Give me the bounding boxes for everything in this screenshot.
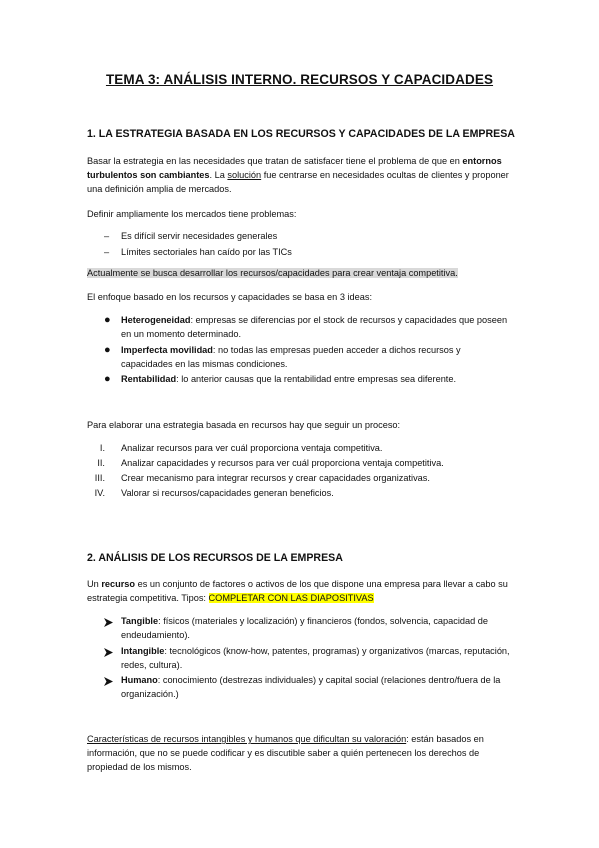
text: : están basados en información, que no se puede codificar y es discutible saber a quién pertenecen los derechos de propiedad de los mismos. (87, 734, 484, 772)
term: Intangible (121, 646, 165, 656)
term: Heterogeneidad (121, 315, 191, 325)
definition: : tecnológicos (know-how, patentes, programas) y organizativos (marcas, reputación, redes, cultura). (121, 646, 510, 670)
bullet-list-item (87, 372, 512, 386)
dash-list-item (87, 229, 512, 243)
term: Humano (121, 675, 158, 685)
list-item-text: Analizar recursos para ver cuál proporciona ventaja competitiva. (121, 443, 383, 453)
numbered-list-item (87, 441, 512, 455)
list-item-text: Crear mecanismo para integrar recursos y crear capacidades organizativas. (121, 473, 430, 483)
section-1-heading: 1. LA ESTRATEGIA BASADA EN LOS RECURSOS Y CAPACIDADES DE LA EMPRESA (87, 128, 515, 140)
arrow-bullet-icon (104, 617, 113, 631)
definition: : lo anterior causas que la rentabilidad entre empresas sea diferente. (176, 374, 457, 384)
numbered-list-item (87, 471, 512, 485)
list-item-text: Valorar si recursos/capacidades generan beneficios. (121, 488, 334, 498)
text: es un conjunto de factores o activos de los que dispone una empresa para llevar a cabo su estrategia competitiva. Tipos: (87, 579, 508, 603)
list-item-text: Límites sectoriales han caído por las TICs (121, 247, 292, 257)
dash-icon: – (104, 231, 110, 241)
list-number: IV. (94, 488, 105, 498)
section-2-paragraph-1 (87, 577, 512, 605)
highlight-text: Actualmente se busca desarrollar los recursos/capacidades para crear ventaja competitiva. (87, 268, 458, 278)
list-item-text: Analizar capacidades y recursos para ver cuál proporciona ventaja competitiva. (121, 458, 444, 468)
text: . La (209, 170, 228, 180)
list-number: I. (99, 443, 105, 453)
bullet-icon: ● (104, 344, 111, 356)
bullet-list-item (87, 343, 512, 371)
section-1-paragraph-1 (87, 154, 512, 196)
definition: : conocimiento (destrezas individuales) y capital social (relaciones dentro/fuera de la organización.) (121, 675, 501, 699)
arrow-list-item (87, 644, 512, 672)
bullet-list-item (87, 313, 512, 341)
underlined-text: Características de recursos intangibles y humanos que dificultan su valoración (87, 734, 407, 744)
section-1-paragraph-4: Para elaborar una estrategia basada en recursos hay que seguir un proceso: (87, 420, 401, 430)
section-1-paragraph-2: Definir ampliamente los mercados tiene problemas: (87, 209, 297, 219)
arrow-bullet-icon (104, 676, 113, 690)
text: Basar la estrategia en las necesidades que tratan de satisfacer tiene el problema de que en (87, 156, 463, 166)
arrow-bullet-icon (104, 647, 113, 661)
numbered-list-item (87, 486, 512, 500)
bold-text: recurso (101, 579, 136, 589)
bullet-icon: ● (104, 373, 111, 385)
section-1-paragraph-3: El enfoque basado en los recursos y capacidades se basa en 3 ideas: (87, 292, 373, 302)
underlined-text: solución (227, 170, 262, 180)
text: fue centrarse en necesidades ocultas de clientes y proponer una definición amplia de mercados. (87, 170, 509, 194)
definition: : empresas se diferencias por el stock de recursos y capacidades que poseen en un momento determinado. (121, 315, 508, 339)
section-2-paragraph-2 (87, 732, 512, 774)
list-item-text: Es difícil servir necesidades generales (121, 231, 278, 241)
highlight-text: COMPLETAR CON LAS DIAPOSITIVAS (208, 593, 374, 603)
dash-list-item (87, 245, 512, 259)
list-number: II. (97, 458, 105, 468)
bold-text: entornos turbulentos son cambiantes (87, 156, 502, 180)
term: Rentabilidad (121, 374, 177, 384)
arrow-list-item (87, 614, 512, 642)
numbered-list-item (87, 456, 512, 470)
bullet-icon: ● (104, 314, 111, 326)
definition: : no todas las empresas pueden acceder a dichos recursos y capacidades en las mismas condiciones. (121, 345, 461, 369)
term: Imperfecta movilidad (121, 345, 213, 355)
list-number: III. (94, 473, 105, 483)
highlighted-statement (87, 266, 512, 280)
document-title: TEMA 3: ANÁLISIS INTERNO. RECURSOS Y CAPACIDADES (105, 72, 494, 87)
dash-icon: – (104, 247, 110, 257)
text: Un (87, 579, 102, 589)
term: Tangible (121, 616, 159, 626)
arrow-list-item (87, 673, 512, 701)
section-2-heading: 2. ANÁLISIS DE LOS RECURSOS DE LA EMPRESA (87, 552, 343, 564)
definition: : físicos (materiales y localización) y financieros (fondos, solvencia, capacidad de endeudamiento). (121, 616, 488, 640)
